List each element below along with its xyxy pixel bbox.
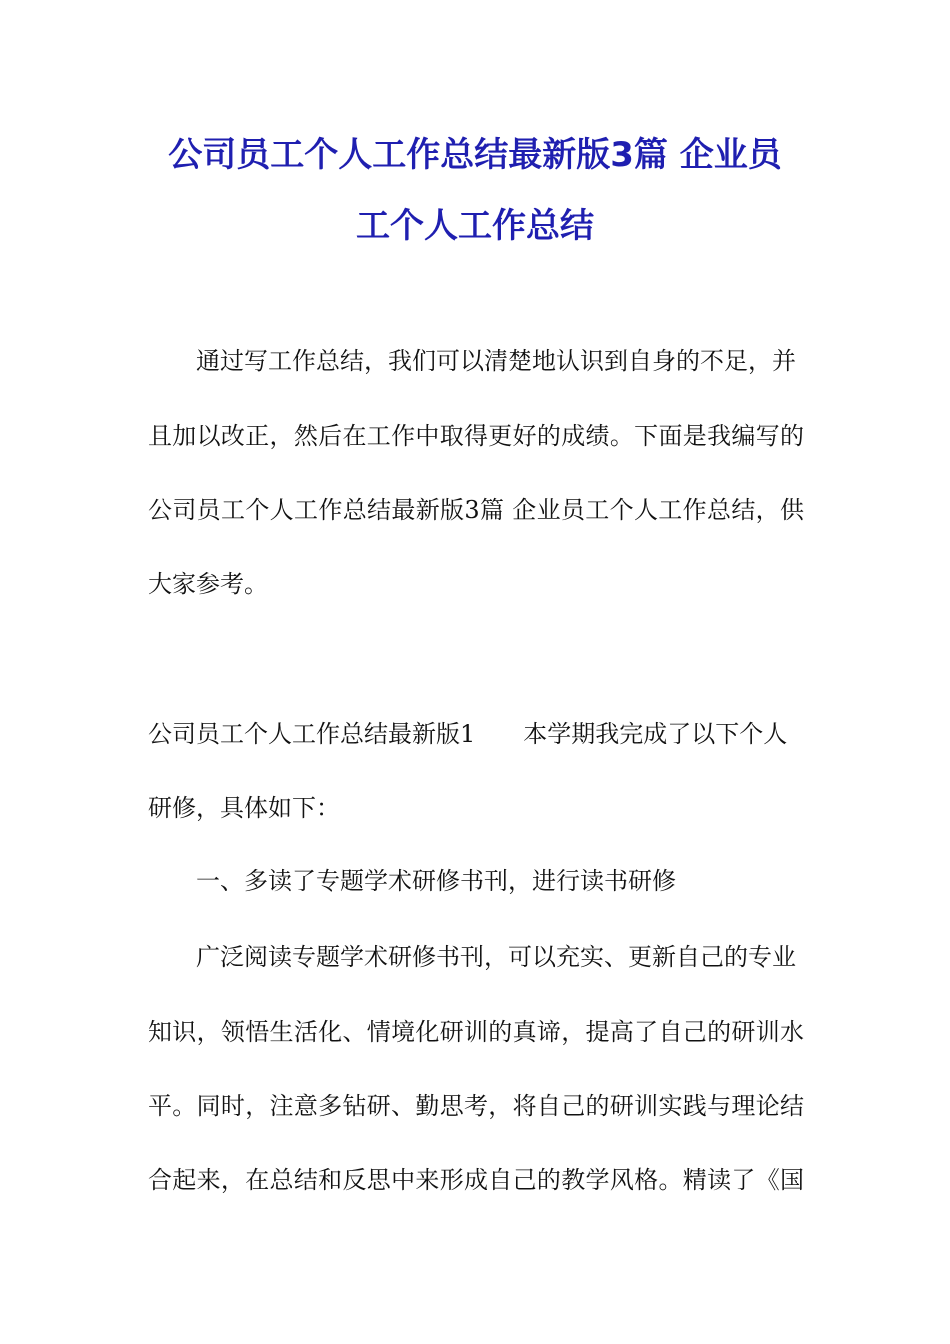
section-1-heading: 公司员工个人工作总结最新版1 xyxy=(148,720,476,748)
intro-line-2: 且加以改正，然后在工作中取得更好的成绩。下面是我编写的 xyxy=(148,422,804,450)
subheading-1: 一、多读了专题学术研修书刊，进行读书研修 xyxy=(196,867,676,895)
document-title-line-2: 工个人工作总结 xyxy=(356,206,594,246)
paragraph-1-line-2: 知识，领悟生活化、情境化研训的真谛，提高了自己的研训水 xyxy=(148,1018,804,1046)
intro-line-3: 公司员工个人工作总结最新版3篇 企业员工个人工作总结，供 xyxy=(148,496,804,524)
section-1-heading-tail: 本学期我完成了以下个人 xyxy=(523,720,788,748)
section-1-heading-line xyxy=(148,719,787,749)
intro-line-4: 大家参考。 xyxy=(148,570,268,598)
paragraph-1-line-1: 广泛阅读专题学术研修书刊，可以充实、更新自己的专业 xyxy=(196,943,796,971)
intro-line-1: 通过写工作总结，我们可以清楚地认识到自身的不足，并 xyxy=(196,347,796,375)
paragraph-1-line-3: 平。同时，注意多钻研、勤思考，将自己的研训实践与理论结 xyxy=(148,1092,804,1120)
section-1-line-2: 研修，具体如下： xyxy=(148,794,340,822)
document-title-line-1: 公司员工个人工作总结最新版3篇 企业员 xyxy=(168,135,782,175)
paragraph-1-line-4: 合起来，在总结和反思中来形成自己的教学风格。精读了《国 xyxy=(148,1166,804,1194)
